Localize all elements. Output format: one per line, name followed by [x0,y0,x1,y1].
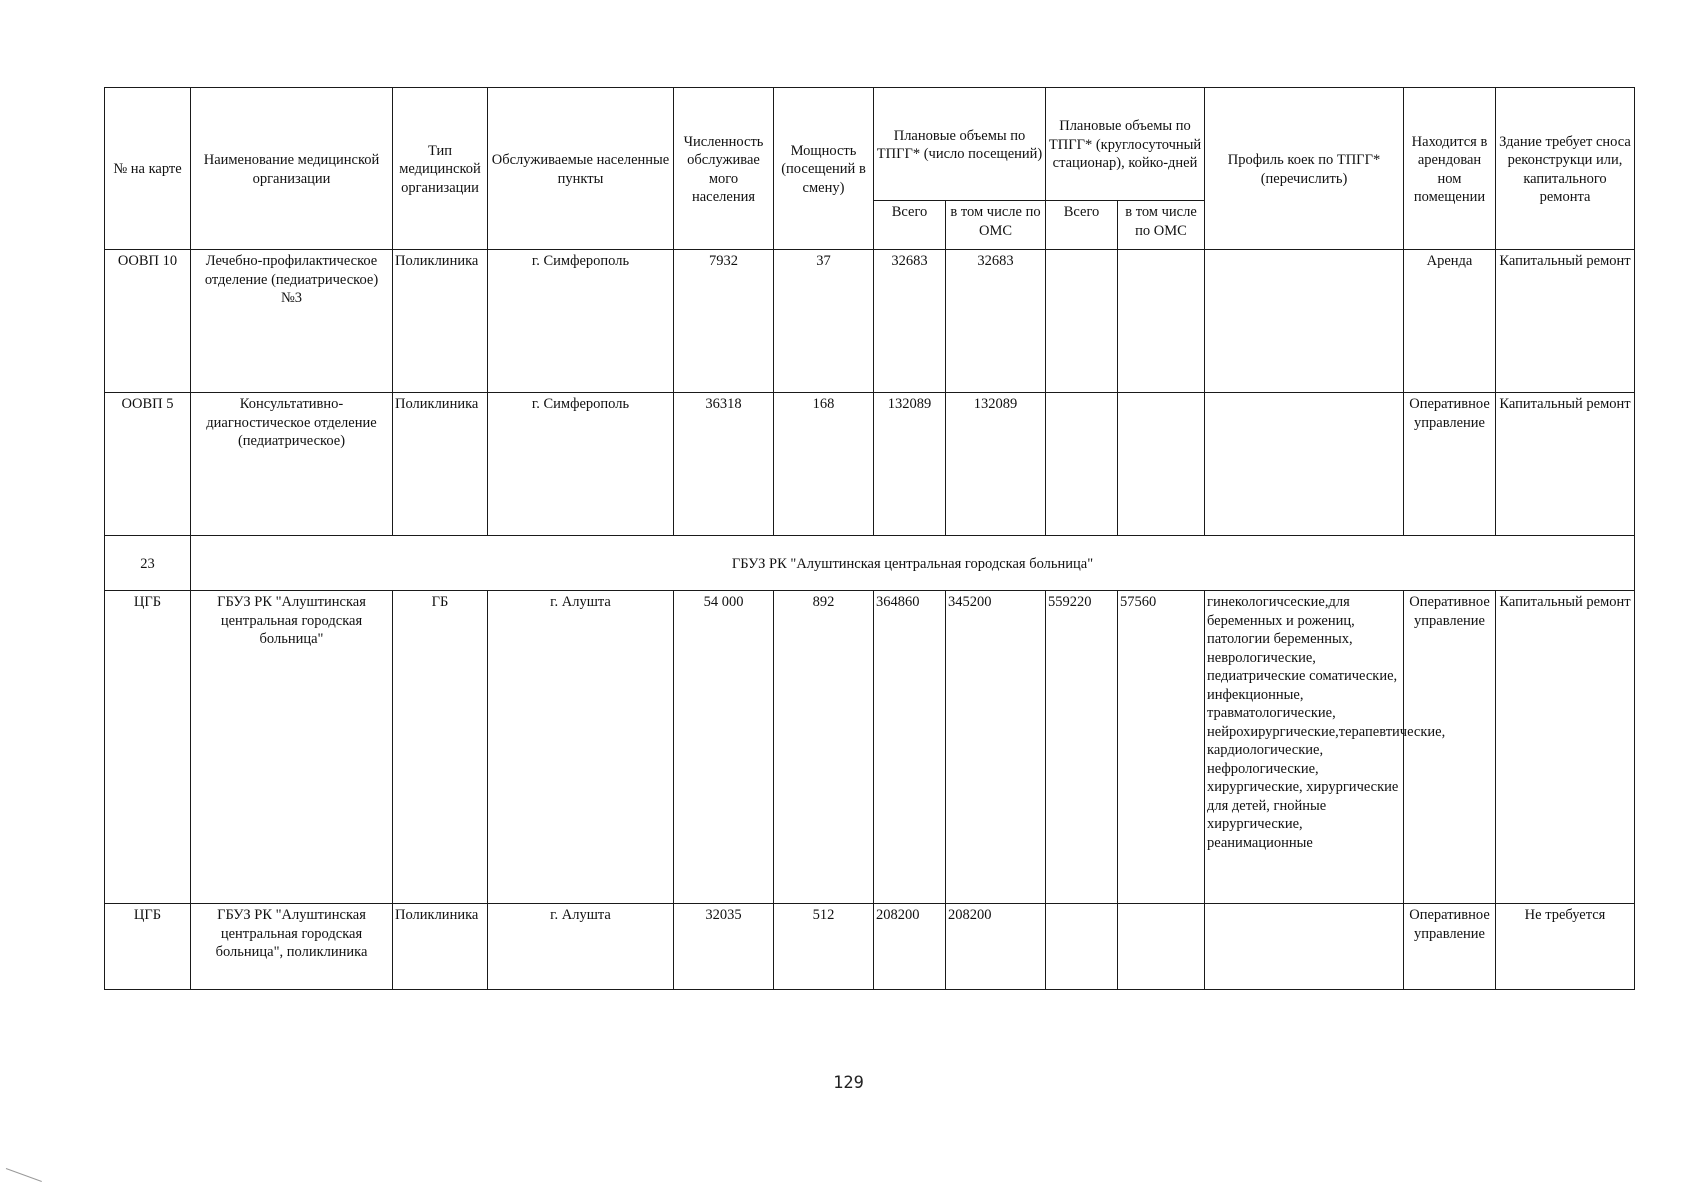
header-visits-oms: в том числе по ОМС [946,201,1046,250]
section-row [105,536,1635,591]
header-capacity: Мощность (посещений в смену) [774,88,874,250]
header-building: Здание требует сноса реконструкци или, капитального ремонта [1496,88,1635,250]
header-rented: Находится в арендован ном помещении [1404,88,1496,250]
table-row [105,904,1635,990]
header-beds-oms: в том числе по ОМС [1118,201,1205,250]
cell-num: ООВП 10 [105,250,191,393]
cell-capacity: 892 [774,591,874,904]
cell-name: Консультативно-диагностическое отделение (педиатрическое) [191,393,393,536]
cell-capacity: 512 [774,904,874,990]
cell-name: Лечебно-профилактическое отделение (педиатрическое) №3 [191,250,393,393]
header-name: Наименование медицинской организации [191,88,393,250]
header-visits-total: Всего [874,201,946,250]
cell-type: Поликлиника [393,250,488,393]
scan-artifact-line [6,1168,42,1182]
header-visits-group: Плановые объемы по ТПГГ* (число посещений) [874,88,1046,201]
section-num: 23 [105,536,191,591]
cell-settlement: г. Алушта [488,904,674,990]
cell-beds-total [1046,393,1118,536]
cell-settlement: г. Симферополь [488,393,674,536]
page-number: 129 [833,1073,864,1093]
cell-rented: Оперативное управление [1404,904,1496,990]
cell-rented: Оперативное управление [1404,591,1496,904]
cell-visits-total: 32683 [874,250,946,393]
header-type: Тип медицинской организации [393,88,488,250]
cell-profile [1205,904,1404,990]
cell-num: ЦГБ [105,904,191,990]
cell-beds-oms [1118,393,1205,536]
cell-population: 54 000 [674,591,774,904]
cell-visits-total: 208200 [874,904,946,990]
cell-type: ГБ [393,591,488,904]
header-beds-group: Плановые объемы по ТПГГ* (круглосуточный стационар), койко-дней [1046,88,1205,201]
table-row [105,591,1635,904]
cell-visits-oms: 132089 [946,393,1046,536]
section-title: ГБУЗ РК "Алуштинская центральная городская больница" [191,536,1635,591]
table-row [105,250,1635,393]
cell-beds-total: 559220 [1046,591,1118,904]
header-population: Численность обслуживае мого населения [674,88,774,250]
medical-organizations-table [104,87,1635,990]
cell-rented: Аренда [1404,250,1496,393]
header-row [105,88,1635,201]
cell-name: ГБУЗ РК "Алуштинская центральная городская больница" [191,591,393,904]
header-num: № на карте [105,88,191,250]
cell-visits-total: 364860 [874,591,946,904]
table-row [105,393,1635,536]
header-profile: Профиль коек по ТПГГ* (перечислить) [1205,88,1404,250]
cell-num: ООВП 5 [105,393,191,536]
cell-population: 32035 [674,904,774,990]
header-beds-total: Всего [1046,201,1118,250]
header-settlements: Обслуживаемые населенные пункты [488,88,674,250]
cell-name: ГБУЗ РК "Алуштинская центральная городская больница", поликлиника [191,904,393,990]
cell-type: Поликлиника [393,904,488,990]
cell-beds-total [1046,904,1118,990]
cell-visits-oms: 32683 [946,250,1046,393]
cell-profile [1205,250,1404,393]
cell-beds-oms [1118,250,1205,393]
cell-visits-oms: 345200 [946,591,1046,904]
cell-beds-oms [1118,904,1205,990]
cell-beds-total [1046,250,1118,393]
cell-population: 36318 [674,393,774,536]
cell-building: Капитальный ремонт [1496,591,1635,904]
cell-building: Не требуется [1496,904,1635,990]
cell-profile [1205,393,1404,536]
cell-visits-oms: 208200 [946,904,1046,990]
cell-settlement: г. Симферополь [488,250,674,393]
cell-building: Капитальный ремонт [1496,393,1635,536]
cell-settlement: г. Алушта [488,591,674,904]
cell-building: Капитальный ремонт [1496,250,1635,393]
cell-num: ЦГБ [105,591,191,904]
cell-type: Поликлиника [393,393,488,536]
cell-population: 7932 [674,250,774,393]
cell-capacity: 37 [774,250,874,393]
cell-beds-oms: 57560 [1118,591,1205,904]
cell-visits-total: 132089 [874,393,946,536]
cell-capacity: 168 [774,393,874,536]
cell-profile: гинекологичсеские,для беременных и рожениц, патологии беременных, неврологические, педиатрические соматические, инфекционные, травматологические, нейрохирургические,терапевтические, кардиологические, нефрологические, хирургические, хирургические для детей, гнойные хирургические, реанимационные [1205,591,1404,904]
cell-rented: Оперативное управление [1404,393,1496,536]
